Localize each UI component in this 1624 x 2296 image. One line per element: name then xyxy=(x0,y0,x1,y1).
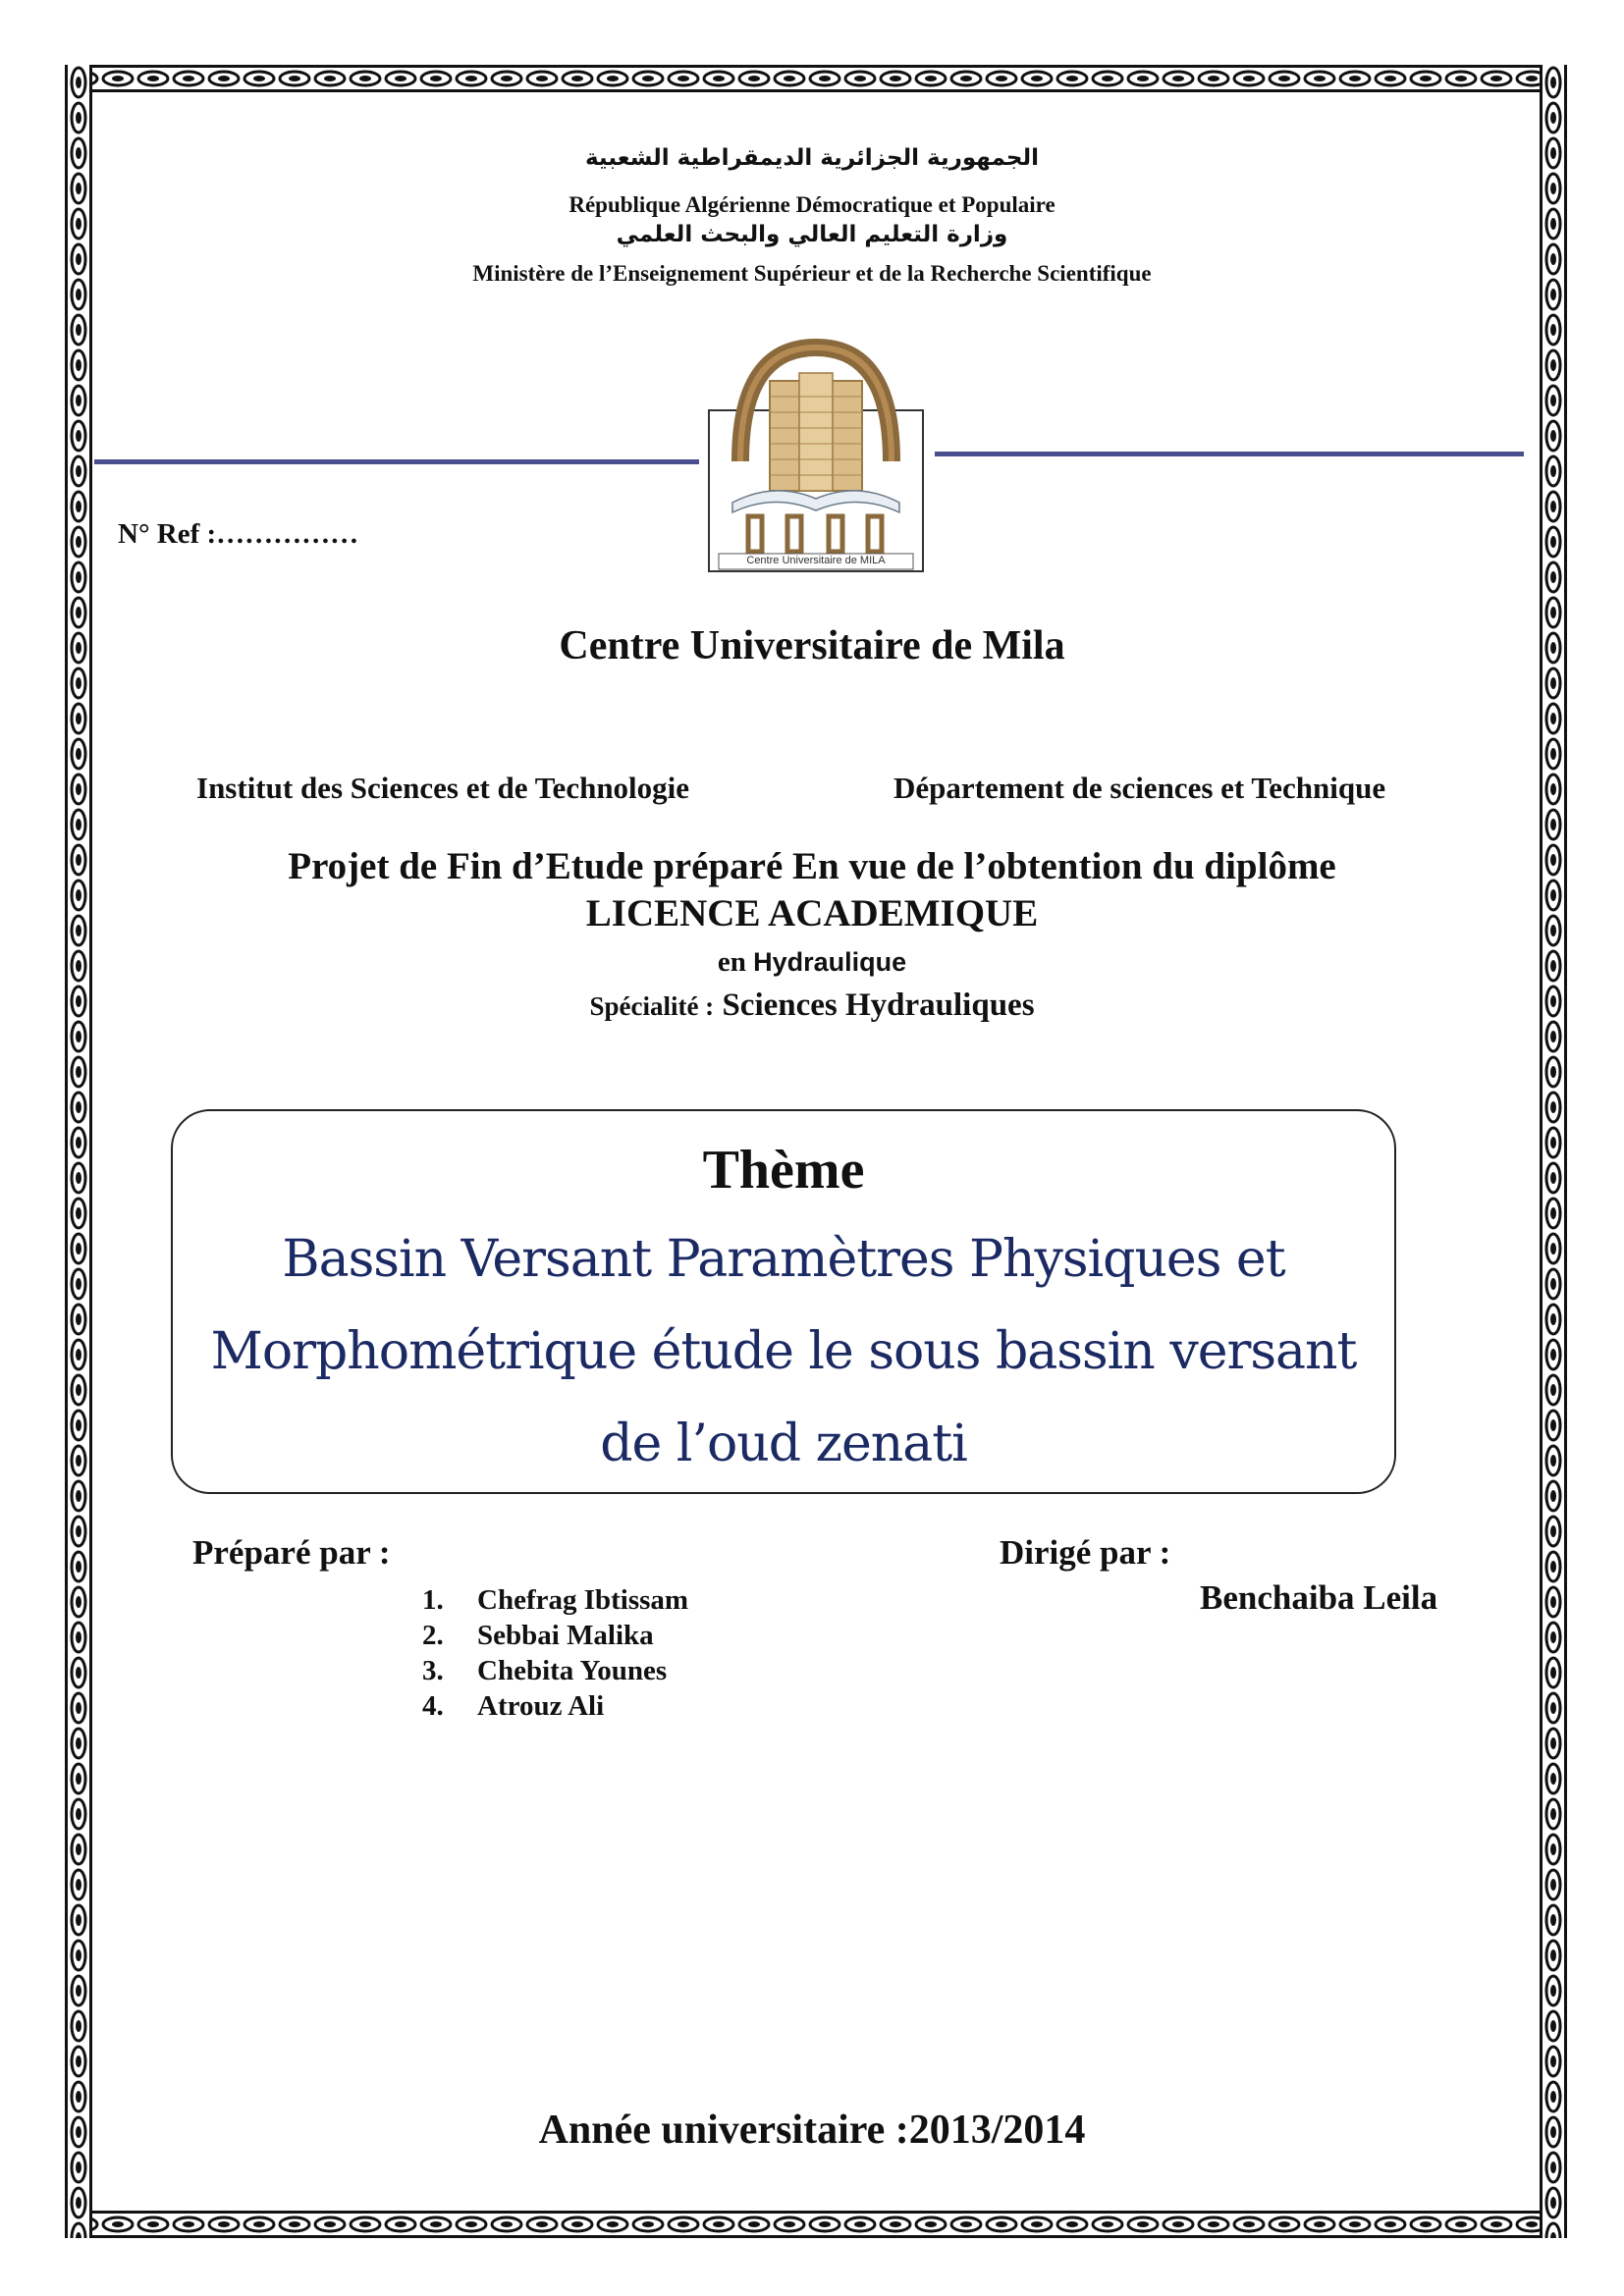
field-prefix: en xyxy=(717,946,746,978)
list-item: 3. Chebita Younes xyxy=(422,1655,668,1686)
field-name: Hydraulique xyxy=(753,947,907,977)
republic-line: République Algérienne Démocratique et Populaire xyxy=(568,192,1056,217)
institute-name: Institut des Sciences et de Technologie xyxy=(196,771,690,805)
decorative-border-right xyxy=(1540,65,1567,2238)
theme-box xyxy=(171,1109,1396,1494)
project-line: Projet de Fin d’Etude préparé En vue de l’obtention du diplôme xyxy=(288,845,1336,887)
arabic-ministry-line: وزارة التعليم العالي والبحث العلمي xyxy=(616,222,1008,247)
header-rule-left xyxy=(94,459,699,464)
degree-title: LICENCE ACADEMIQUE xyxy=(585,892,1039,934)
department-name: Département de sciences et Technique xyxy=(893,771,1386,805)
directed-by-label: Dirigé par : xyxy=(1000,1533,1171,1572)
ministry-line: Ministère de l’Enseignement Supérieur et de la Recherche Scientifique xyxy=(472,261,1152,286)
university-logo xyxy=(705,334,927,575)
speciality-name: Sciences Hydrauliques xyxy=(722,988,1035,1023)
list-item: 4. Atrouz Ali xyxy=(422,1690,605,1722)
list-item: 2. Sebbai Malika xyxy=(422,1620,654,1651)
theme-title-line-1: Bassin Versant Paramètres Physiques et xyxy=(282,1230,1285,1289)
logo-caption: Centre Universitaire de MILA xyxy=(746,555,886,566)
decorative-border-top xyxy=(65,65,1567,92)
speciality-line xyxy=(0,988,1624,1024)
theme-title-line-2: Morphométrique étude le sous bassin versant xyxy=(210,1322,1357,1381)
theme-label: Thème xyxy=(702,1140,865,1201)
decorative-border-left xyxy=(65,65,92,2238)
speciality-label: Spécialité : xyxy=(589,991,715,1021)
university-name: Centre Universitaire de Mila xyxy=(559,623,1065,668)
field-line xyxy=(0,946,1624,979)
reference-number: N° Ref :…………… xyxy=(118,518,359,550)
arabic-republic-line: الجمهورية الجزائرية الديمقراطية الشعبية xyxy=(584,145,1040,171)
header-rule-right xyxy=(935,452,1524,456)
list-item: 1. Chefrag Ibtissam xyxy=(422,1584,689,1616)
academic-year: Année universitaire :2013/2014 xyxy=(538,2108,1086,2153)
members-list xyxy=(422,1582,688,1724)
decorative-border-bottom xyxy=(65,2211,1567,2238)
supervisor-name: Benchaiba Leila xyxy=(1200,1578,1438,1617)
prepared-by-label: Préparé par : xyxy=(192,1533,391,1572)
theme-title xyxy=(173,1213,1394,1490)
theme-title-line-3: de l’oud zenati xyxy=(600,1415,967,1473)
